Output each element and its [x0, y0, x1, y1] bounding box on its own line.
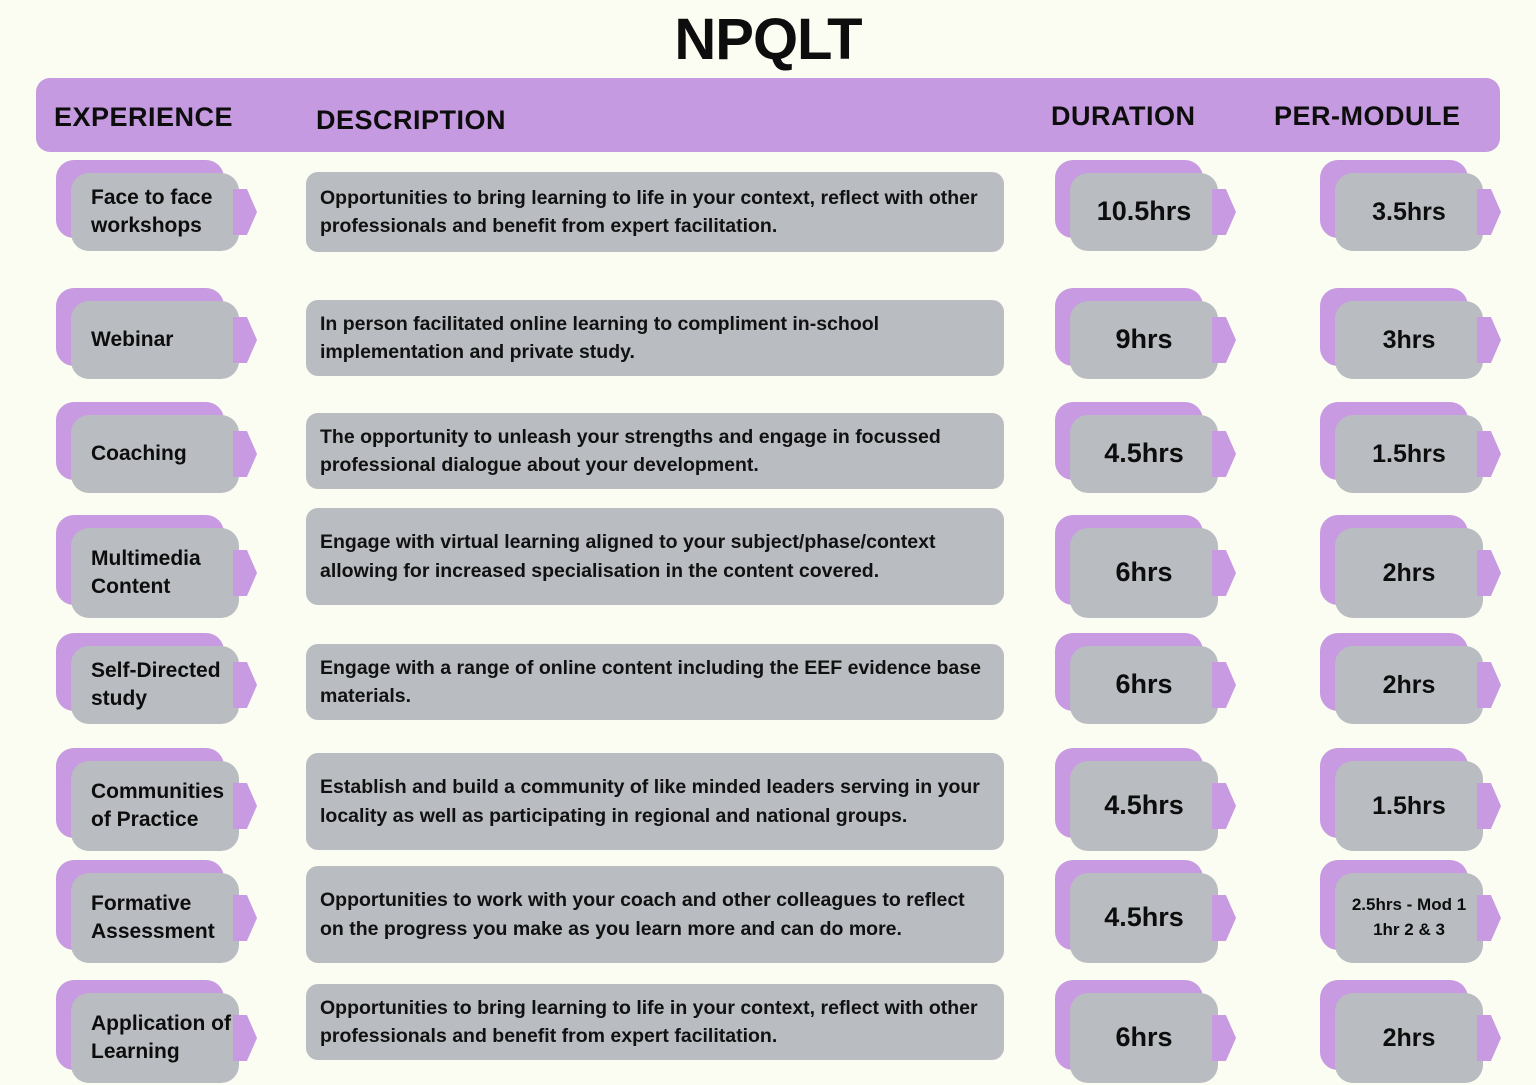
description-cell	[306, 413, 1004, 489]
experience-card-face	[71, 301, 239, 379]
experience-card-face	[71, 415, 239, 493]
description-text: Establish and build a community of like minded leaders serving in your locality as well as participating in regional and national groups.	[320, 776, 980, 827]
table-header-bar	[36, 78, 1500, 152]
experience-label: Formative Assessment	[91, 892, 215, 943]
duration-label: 10.5hrs	[1096, 196, 1192, 227]
description-text: Engage with virtual learning aligned to your subject/phase/context allowing for increased specialisation in the content covered.	[320, 531, 936, 582]
per-module-card-face	[1335, 873, 1483, 963]
duration-card-face	[1070, 173, 1218, 251]
description-text: Opportunities to bring learning to life in your context, reflect with other professionals and benefit from expert facilitation.	[320, 186, 978, 237]
per-module-chevron-right-icon	[1477, 662, 1501, 708]
description-cell	[306, 508, 1004, 605]
experience-label: Face to face workshops	[91, 186, 213, 237]
per-module-label: 3hrs	[1382, 325, 1436, 354]
experience-chevron-right-icon	[233, 662, 257, 708]
per-module-label: 1.5hrs	[1372, 439, 1446, 468]
column-header-per-module: PER-MODULE	[1274, 101, 1461, 131]
experience-chevron-right-icon	[233, 317, 257, 363]
per-module-label: 2hrs	[1382, 1023, 1436, 1052]
duration-label: 4.5hrs	[1104, 790, 1184, 821]
per-module-card-face	[1335, 173, 1483, 251]
description-cell	[306, 300, 1004, 376]
per-module-card-face	[1335, 646, 1483, 724]
per-module-chevron-right-icon	[1477, 783, 1501, 829]
duration-card-face	[1070, 415, 1218, 493]
duration-label: 4.5hrs	[1104, 902, 1184, 933]
column-header-description: DESCRIPTION	[316, 105, 507, 135]
per-module-card-face	[1335, 761, 1483, 851]
experience-card-face	[71, 761, 239, 851]
experience-chevron-right-icon	[233, 431, 257, 477]
per-module-card-face	[1335, 301, 1483, 379]
experience-card-face	[71, 873, 239, 963]
description-cell	[306, 984, 1004, 1060]
experience-chevron-right-icon	[233, 550, 257, 596]
experience-label: Multimedia Content	[91, 547, 201, 598]
experience-chevron-right-icon	[233, 1015, 257, 1061]
experience-label: Communities of Practice	[91, 780, 225, 831]
duration-label: 6hrs	[1115, 557, 1173, 588]
description-text: Opportunities to work with your coach and other colleagues to reflect on the progress you make as you learn more and can do more.	[320, 889, 965, 940]
duration-card-face	[1070, 761, 1218, 851]
per-module-chevron-right-icon	[1477, 1015, 1501, 1061]
per-module-chevron-right-icon	[1477, 895, 1501, 941]
description-cell	[306, 753, 1004, 850]
description-cell	[306, 644, 1004, 720]
duration-chevron-right-icon	[1212, 662, 1236, 708]
duration-card-face	[1070, 873, 1218, 963]
description-text: The opportunity to unleash your strengths and engage in focussed professional dialogue about your development.	[320, 425, 941, 476]
experience-chevron-right-icon	[233, 895, 257, 941]
column-header-duration: DURATION	[1051, 101, 1196, 131]
per-module-chevron-right-icon	[1477, 317, 1501, 363]
per-module-card-face	[1335, 993, 1483, 1083]
per-module-chevron-right-icon	[1477, 550, 1501, 596]
column-header-experience: EXPERIENCE	[54, 102, 234, 132]
duration-label: 6hrs	[1115, 669, 1173, 700]
per-module-card-face	[1335, 528, 1483, 618]
experience-chevron-right-icon	[233, 783, 257, 829]
experience-card-face	[71, 993, 239, 1083]
per-module-label: 2hrs	[1382, 558, 1436, 587]
experience-chevron-right-icon	[233, 189, 257, 235]
experience-label: Self-Directed study	[91, 659, 221, 710]
duration-chevron-right-icon	[1212, 1015, 1236, 1061]
per-module-card-face	[1335, 415, 1483, 493]
duration-chevron-right-icon	[1212, 783, 1236, 829]
duration-chevron-right-icon	[1212, 550, 1236, 596]
experience-card-face	[71, 646, 239, 724]
duration-label: 6hrs	[1115, 1022, 1173, 1053]
duration-label: 9hrs	[1115, 324, 1173, 355]
per-module-chevron-right-icon	[1477, 189, 1501, 235]
duration-card-face	[1070, 993, 1218, 1083]
per-module-label: 2hrs	[1382, 670, 1436, 699]
duration-chevron-right-icon	[1212, 431, 1236, 477]
per-module-label: 3.5hrs	[1372, 197, 1446, 226]
duration-card-face	[1070, 301, 1218, 379]
description-cell	[306, 172, 1004, 252]
duration-card-face	[1070, 646, 1218, 724]
duration-label: 4.5hrs	[1104, 438, 1184, 469]
duration-chevron-right-icon	[1212, 895, 1236, 941]
duration-card-face	[1070, 528, 1218, 618]
per-module-label: 1.5hrs	[1372, 791, 1446, 820]
per-module-chevron-right-icon	[1477, 431, 1501, 477]
description-text: Opportunities to bring learning to life in your context, reflect with other professionals and benefit from expert facilitation.	[320, 996, 978, 1047]
description-text: In person facilitated online learning to compliment in-school implementation and private study.	[320, 312, 880, 363]
duration-chevron-right-icon	[1212, 317, 1236, 363]
per-module-label: 2.5hrs - Mod 1 1hr 2 & 3	[1351, 895, 1467, 939]
duration-chevron-right-icon	[1212, 189, 1236, 235]
experience-label: Webinar	[91, 328, 174, 352]
experience-card-face	[71, 173, 239, 251]
experience-label: Application of Learning	[91, 1012, 231, 1063]
description-cell	[306, 866, 1004, 963]
experience-card-face	[71, 528, 239, 618]
page-title: NPQLT	[674, 7, 862, 72]
description-text: Engage with a range of online content including the EEF evidence base materials.	[320, 656, 981, 707]
experience-label: Coaching	[91, 442, 187, 466]
